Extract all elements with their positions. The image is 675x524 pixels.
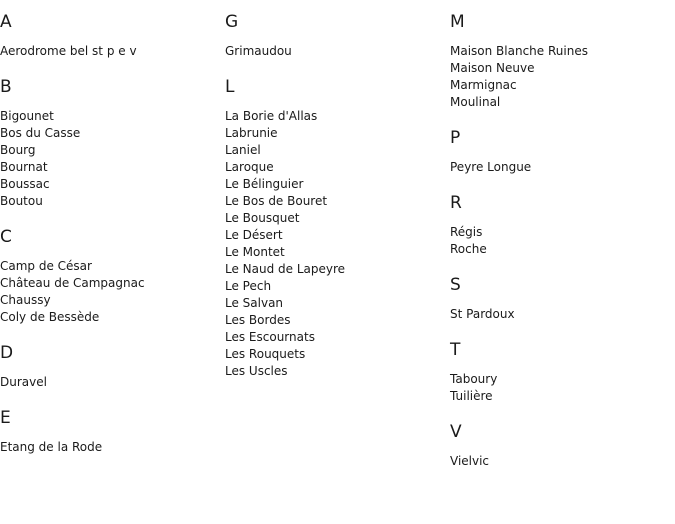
letter-group-g [225, 12, 445, 60]
place-item-laniel[interactable]: Laniel [225, 143, 261, 157]
index-column-1 [0, 0, 220, 456]
place-item-marmignac[interactable]: Marmignac [450, 78, 517, 92]
place-item-maison-neuve[interactable]: Maison Neuve [450, 61, 535, 75]
place-item-le-belinguier[interactable]: Le Bélinguier [225, 177, 304, 191]
place-item-la-borie-d-allas[interactable]: La Borie d'Allas [225, 109, 318, 123]
place-item-aerodrome-bel-st-p-e-v[interactable]: Aerodrome bel st p e v [0, 44, 137, 58]
place-item-chaussy[interactable]: Chaussy [0, 293, 51, 307]
place-item-tuiliere[interactable]: Tuilière [450, 389, 493, 403]
letter-heading: E [0, 408, 11, 428]
letter-group-e [0, 408, 220, 456]
place-list [225, 108, 445, 380]
place-item-regis[interactable]: Régis [450, 225, 483, 239]
place-item-les-uscles[interactable]: Les Uscles [225, 364, 288, 378]
place-item-le-desert[interactable]: Le Désert [225, 228, 283, 242]
letter-heading: D [0, 343, 14, 363]
place-list [0, 258, 220, 326]
place-item-bourg[interactable]: Bourg [0, 143, 36, 157]
place-item-laroque[interactable]: Laroque [225, 160, 274, 174]
place-item-taboury[interactable]: Taboury [450, 372, 498, 386]
letter-heading: C [0, 227, 12, 247]
place-item-camp-de-cesar[interactable]: Camp de César [0, 259, 92, 273]
place-item-coly-de-bessede[interactable]: Coly de Bessède [0, 310, 100, 324]
place-item-bournat[interactable]: Bournat [0, 160, 48, 174]
place-item-le-bos-de-bouret[interactable]: Le Bos de Bouret [225, 194, 328, 208]
letter-heading: L [225, 77, 235, 97]
place-list [0, 374, 220, 391]
letter-heading: R [450, 193, 462, 213]
letter-group-a [0, 12, 220, 60]
letter-heading: B [0, 77, 12, 97]
place-item-labrunie[interactable]: Labrunie [225, 126, 278, 140]
place-item-moulinal[interactable]: Moulinal [450, 95, 501, 109]
letter-group-l [225, 77, 445, 380]
place-item-etang-de-la-rode[interactable]: Etang de la Rode [0, 440, 103, 454]
place-list [0, 439, 220, 456]
place-item-st-pardoux[interactable]: St Pardoux [450, 307, 515, 321]
letter-heading: V [450, 422, 462, 442]
place-item-bigounet[interactable]: Bigounet [0, 109, 54, 123]
place-list [450, 306, 670, 323]
place-item-boutou[interactable]: Boutou [0, 194, 43, 208]
place-item-le-pech[interactable]: Le Pech [225, 279, 272, 293]
place-item-vielvic[interactable]: Vielvic [450, 454, 490, 468]
letter-heading: S [450, 275, 461, 295]
place-item-grimaudou[interactable]: Grimaudou [225, 44, 292, 58]
place-item-peyre-longue[interactable]: Peyre Longue [450, 160, 532, 174]
place-item-le-salvan[interactable]: Le Salvan [225, 296, 284, 310]
place-list [450, 224, 670, 258]
place-item-les-escournats[interactable]: Les Escournats [225, 330, 315, 344]
place-item-chateau-de-campagnac[interactable]: Château de Campagnac [0, 276, 145, 290]
letter-heading: P [450, 128, 461, 148]
place-item-bos-du-casse[interactable]: Bos du Casse [0, 126, 81, 140]
place-item-les-rouquets[interactable]: Les Rouquets [225, 347, 306, 361]
place-list [0, 43, 220, 60]
place-item-roche[interactable]: Roche [450, 242, 487, 256]
place-list [450, 371, 670, 405]
place-item-le-bousquet[interactable]: Le Bousquet [225, 211, 300, 225]
place-item-boussac[interactable]: Boussac [0, 177, 50, 191]
place-item-les-bordes[interactable]: Les Bordes [225, 313, 291, 327]
letter-group-t [450, 340, 670, 405]
letter-heading: M [450, 12, 465, 32]
place-list [0, 108, 220, 210]
place-list [225, 43, 445, 60]
place-list [450, 453, 670, 470]
place-list [450, 43, 670, 111]
index-column-3 [450, 0, 670, 470]
letter-heading: T [450, 340, 461, 360]
letter-group-v [450, 422, 670, 470]
letter-group-s [450, 275, 670, 323]
letter-heading: A [0, 12, 12, 32]
letter-group-c [0, 227, 220, 326]
letter-group-d [0, 343, 220, 391]
place-item-le-montet[interactable]: Le Montet [225, 245, 285, 259]
place-item-le-naud-de-lapeyre[interactable]: Le Naud de Lapeyre [225, 262, 346, 276]
index-column-2 [225, 0, 445, 380]
letter-group-b [0, 77, 220, 210]
place-item-maison-blanche-ruines[interactable]: Maison Blanche Ruines [450, 44, 588, 58]
letter-heading: G [225, 12, 239, 32]
letter-group-r [450, 193, 670, 258]
place-list [450, 159, 670, 176]
letter-group-m [450, 12, 670, 111]
letter-group-p [450, 128, 670, 176]
place-item-duravel[interactable]: Duravel [0, 375, 47, 389]
